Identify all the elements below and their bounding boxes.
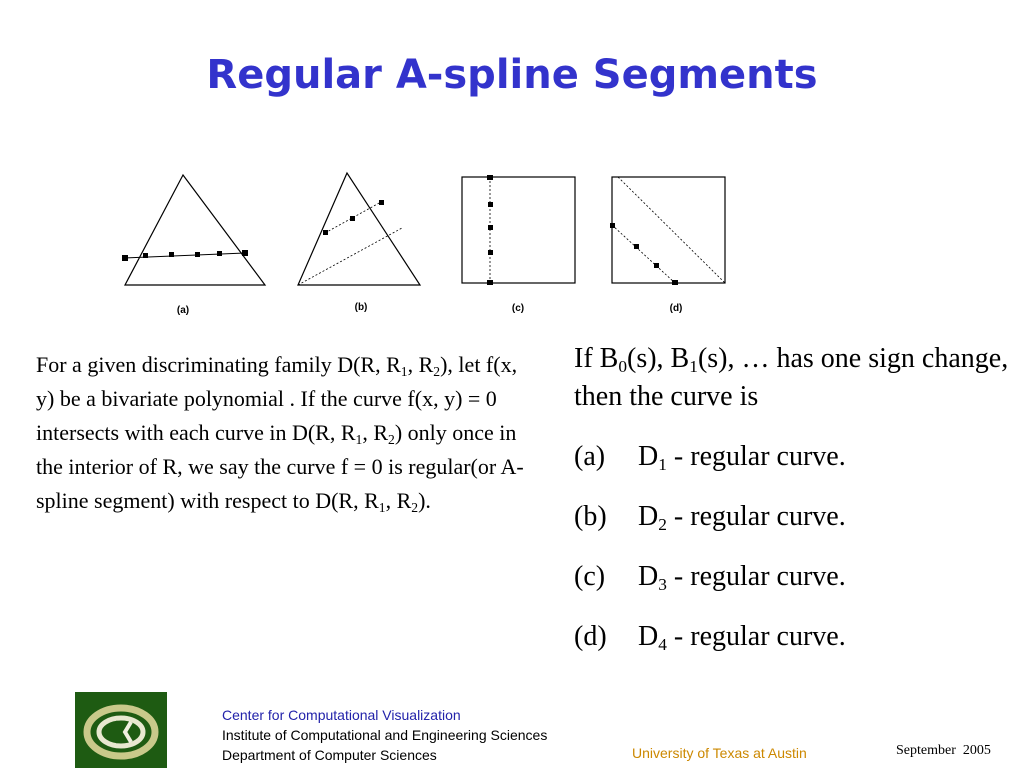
list-item: (c) $D_3$ - regular curve. (574, 561, 846, 595)
figure-c-label: (c) (511, 303, 525, 314)
figure-a-label: (a) (176, 305, 190, 316)
footer-institute: Institute of Computational and Engineering Sciences (222, 727, 548, 743)
figure-d-label: (d) (669, 303, 683, 314)
footer-date: September 2005 (896, 743, 991, 758)
list-item: (d) $D_4$ - regular curve. (574, 621, 846, 655)
list-item: (a) $D_1$ - regular curve. (574, 441, 846, 475)
condition-intro: If $B_0(s)$, $B_1(s)$, … has one sign change, then the curve is (574, 343, 1009, 412)
figure-a (122, 175, 265, 285)
figure-c (462, 175, 575, 285)
list-item: (b) $D_2$ - regular curve. (574, 501, 846, 535)
figure-b (298, 173, 420, 285)
footer-university: University of Texas at Austin (632, 745, 807, 761)
figure-d (610, 177, 725, 285)
footer-department: Department of Computer Sciences (222, 747, 437, 763)
slide-title: Regular A-spline Segments (206, 52, 818, 98)
figure-b-label: (b) (354, 302, 368, 313)
footer-center-name: Center for Computational Visualization (222, 707, 461, 723)
condition-block (574, 340, 1014, 656)
figures-panel (115, 165, 745, 325)
definition-paragraph: For a given discriminating family D(R, $R_1$, $R_2$), let f(x, y) be a bivariate polynomial . If the curve f(x, y) = 0 intersects with each curve in D(R, $R_1$, $R_2$) only once in the interior of R, we say the curve f = 0 is regular(or A-spline segment) with respect to D(R, $R_1$, $R_2$). (36, 352, 524, 516)
ccv-logo (75, 692, 167, 768)
footer-affiliation (222, 705, 547, 765)
